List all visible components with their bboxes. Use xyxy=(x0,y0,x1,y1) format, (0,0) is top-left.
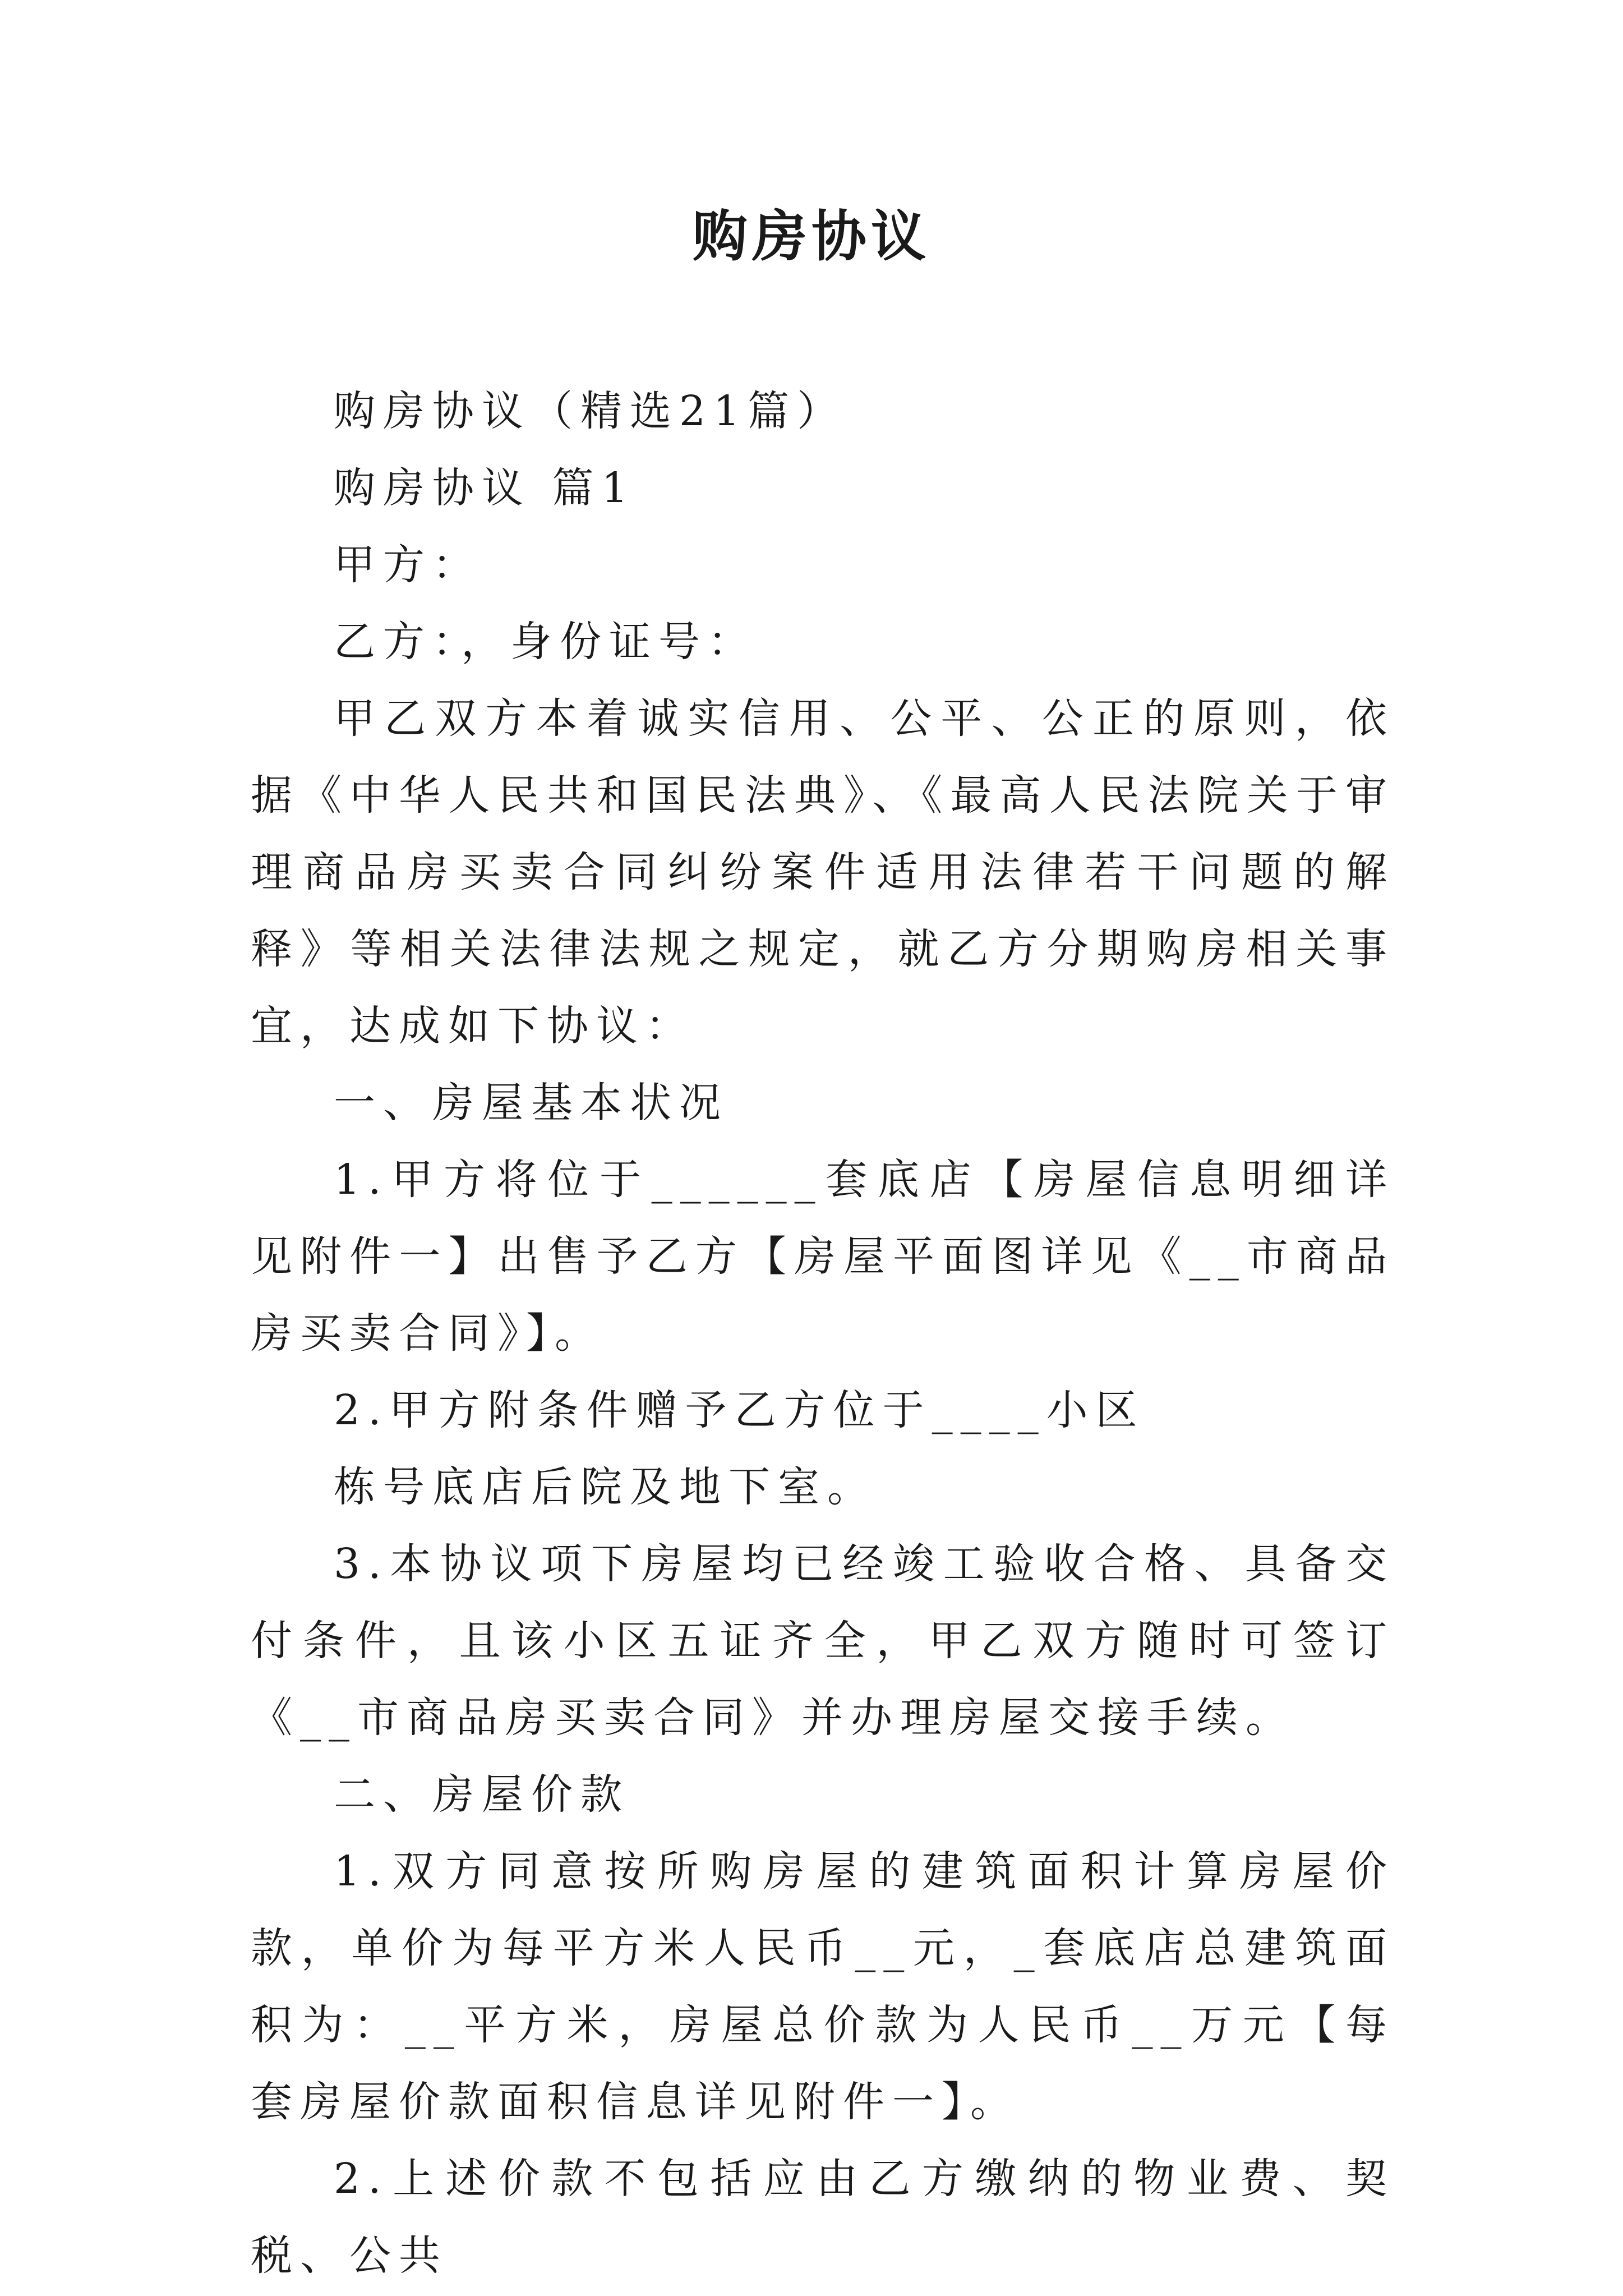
document-body xyxy=(251,373,1395,2294)
paragraph-heading-2: 二、房屋价款 xyxy=(334,1770,630,1819)
paragraph-section-heading: 购房协议 篇1 xyxy=(334,464,636,512)
document-title: 购房协议 xyxy=(692,204,930,269)
paragraph-clause-2-1: 1.双方同意按所购房屋的建筑面积计算房屋价款，单价为每平方米人民币__元，_套底店总建筑面积为：__平方米，房屋总价款为人民币__万元【每套房屋价款面积信息详见附件一】。 xyxy=(251,1847,1395,2126)
paragraph-party-a: 甲方： xyxy=(334,541,482,589)
paragraph-party-b: 乙方：，身份证号： xyxy=(334,618,757,666)
paragraph-clause-1-2-cont: 栋号底店后院及地下室。 xyxy=(334,1463,877,1511)
paragraph-preamble: 甲乙双方本着诚实信用、公平、公正的原则，依据《中华人民共和国民法典》、《最高人民法院关于审理商品房买卖合同纠纷案件适用法律若干问题的解释》等相关法律法规之规定，就乙方分期购房相关事宜，达成如下协议： xyxy=(251,694,1395,1050)
paragraph-heading-1: 一、房屋基本状况 xyxy=(334,1079,728,1127)
paragraph-subtitle: 购房协议（精选21篇） xyxy=(334,387,847,435)
paragraph-clause-1-1: 1.甲方将位于______套底店【房屋信息明细详见附件一】出售予乙方【房屋平面图详见《__市商品房买卖合同》】。 xyxy=(251,1156,1395,1358)
paragraph-clause-1-3: 3.本协议项下房屋均已经竣工验收合格、具备交付条件，且该小区五证齐全，甲乙双方随时可签订《__市商品房买卖合同》并办理房屋交接手续。 xyxy=(251,1540,1395,1742)
paragraph-clause-1-2: 2.甲方附条件赠予乙方位于____小区 xyxy=(334,1386,1145,1434)
paragraph-clause-2-2: 2.上述价款不包括应由乙方缴纳的物业费、契税、公共 xyxy=(251,2155,1395,2280)
